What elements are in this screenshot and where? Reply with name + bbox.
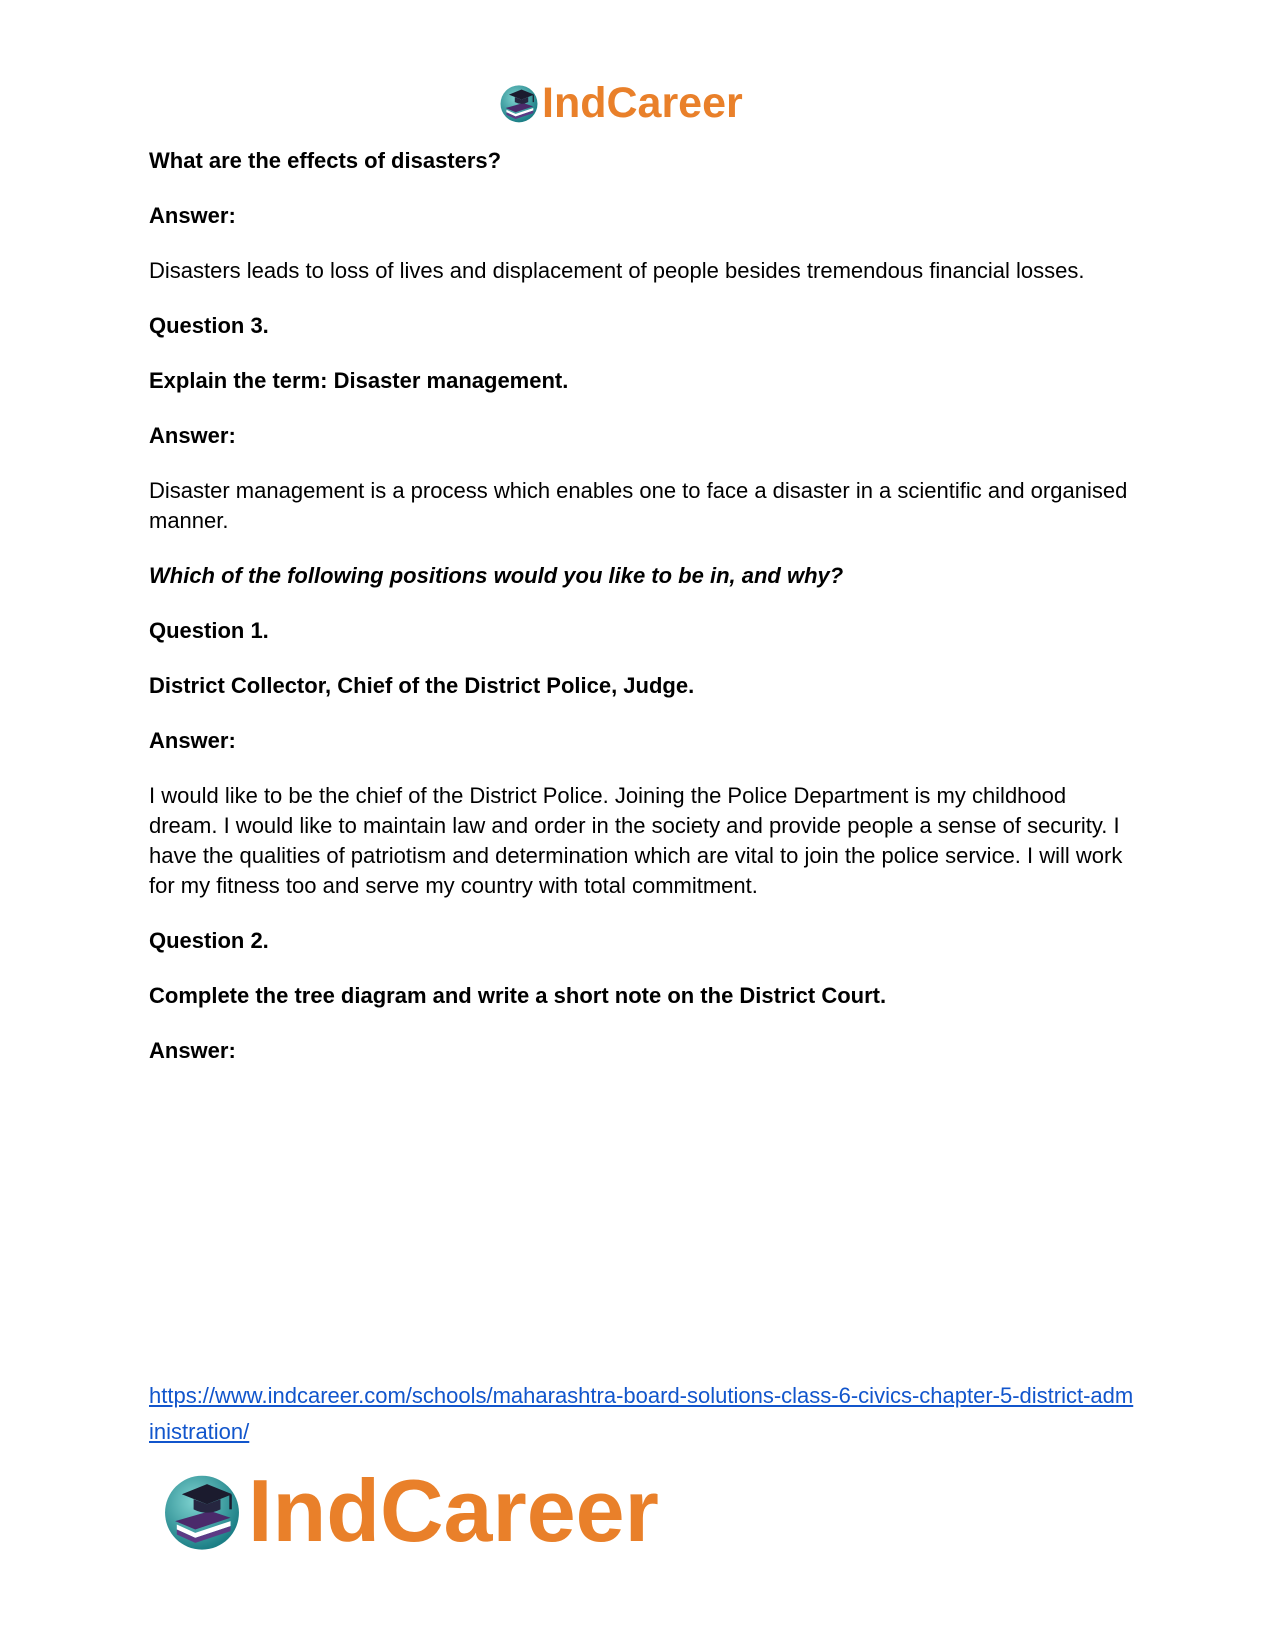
question-1-text: District Collector, Chief of the District Police, Judge.	[149, 673, 695, 698]
footer-logo-text: IndCareer	[248, 1461, 659, 1560]
question-3-label: Question 3.	[149, 313, 269, 338]
answer-disaster-management: Disaster management is a process which enables one to face a disaster in a scientific and organised manner.	[149, 478, 1128, 533]
footer-logo	[160, 1461, 659, 1560]
answer-label: Answer:	[149, 203, 236, 228]
header-logo-text: IndCareer	[542, 78, 743, 127]
question-1-label: Question 1.	[149, 618, 269, 643]
graduation-book-globe-icon	[498, 82, 540, 124]
answer-label: Answer:	[149, 728, 236, 753]
question-3-text: Explain the term: Disaster management.	[149, 368, 569, 393]
answer-positions: I would like to be the chief of the District Police. Joining the Police Department is my childhood dream. I would like to maintain law and order in the society and provide people a sense of security. I have the qualities of patriotism and determination which are vital to join the police service. I will work for my fitness too and serve my country with total commitment.	[149, 783, 1123, 898]
answer-label: Answer:	[149, 1038, 236, 1063]
answer-label: Answer:	[149, 423, 236, 448]
source-url-link[interactable]: https://www.indcareer.com/schools/maharashtra-board-solutions-class-6-civics-chapter-5-district-administration/	[149, 1383, 1134, 1444]
answer-effects-of-disasters: Disasters leads to loss of lives and displacement of people besides tremendous financial losses.	[149, 258, 1085, 283]
section-heading: Which of the following positions would you like to be in, and why?	[149, 563, 844, 588]
header-logo	[498, 80, 743, 126]
question-2-label: Question 2.	[149, 928, 269, 953]
question-2-text: Complete the tree diagram and write a short note on the District Court.	[149, 983, 887, 1008]
question-effects-of-disasters: What are the effects of disasters?	[149, 148, 502, 173]
document-body	[149, 146, 1129, 1091]
graduation-book-globe-icon	[160, 1469, 244, 1553]
